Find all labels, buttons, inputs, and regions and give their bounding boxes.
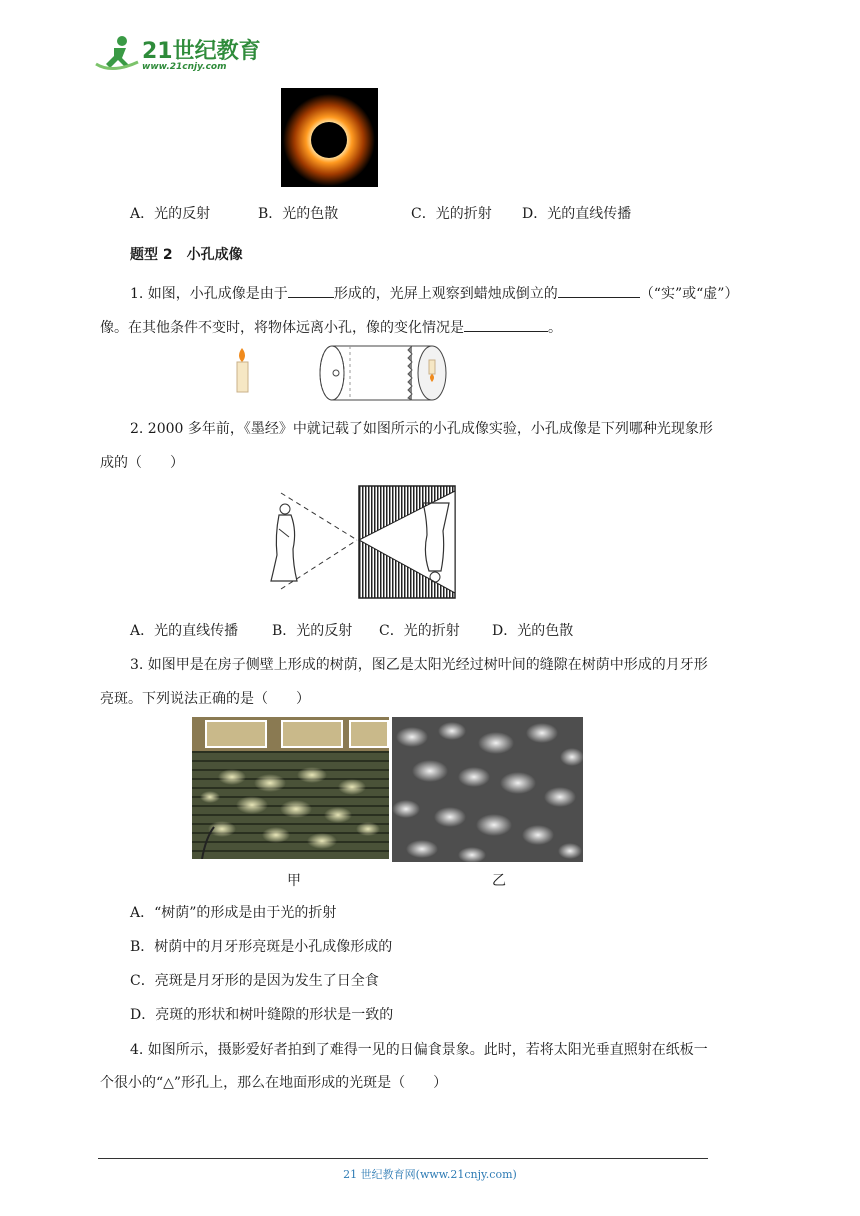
logo-url: www.21cnjy.com bbox=[142, 62, 227, 72]
q1-line2 bbox=[100, 317, 562, 337]
q1-text-1: 1. 如图，小孔成像是由于 bbox=[130, 286, 288, 302]
footer-text[interactable]: 21 世纪教育网(www.21cnjy.com) bbox=[343, 1168, 517, 1181]
pinhole-camera-figure bbox=[232, 344, 454, 402]
option-d: D．光的直线传播 bbox=[522, 206, 632, 222]
caption-jia: 甲 bbox=[287, 873, 301, 889]
q4-line2: 个很小的“△”形孔上，那么在地面形成的光斑是（ ） bbox=[100, 1075, 448, 1091]
logo-title: 21世纪教育 bbox=[142, 39, 261, 64]
caption-yi: 乙 bbox=[492, 873, 506, 889]
q1-blank-1[interactable] bbox=[288, 283, 334, 298]
q1-text-4: 像。在其他条件不变时，将物体远离小孔，像的变化情况是 bbox=[100, 320, 464, 336]
q3-option-b: B．树荫中的月牙形亮斑是小孔成像形成的 bbox=[130, 939, 393, 955]
q1-text-3: （“实”或“虚”） bbox=[639, 286, 739, 302]
q2-option-b: B．光的反射 bbox=[272, 623, 353, 639]
photo-yi bbox=[392, 717, 583, 862]
photo-jia bbox=[192, 717, 389, 859]
q3-option-d: D．亮斑的形状和树叶缝隙的形状是一致的 bbox=[130, 1007, 394, 1023]
q1-text-5: 。 bbox=[548, 320, 562, 336]
section-heading: 题型 2 小孔成像 bbox=[130, 247, 243, 263]
q2-options-row bbox=[130, 620, 573, 640]
q2-option-a: A．光的直线传播 bbox=[130, 623, 239, 639]
q3-option-c: C．亮斑是月牙形的是因为发生了日全食 bbox=[130, 973, 379, 989]
option-c: C．光的折射 bbox=[411, 206, 492, 222]
eclipse-image bbox=[281, 88, 378, 187]
q2-option-c: C．光的折射 bbox=[379, 623, 460, 639]
site-logo bbox=[92, 34, 262, 76]
option-a: A．光的反射 bbox=[130, 206, 211, 222]
q1-blank-2[interactable] bbox=[558, 283, 640, 298]
q3-line2: 亮斑。下列说法正确的是（ ） bbox=[100, 691, 310, 707]
option-b: B．光的色散 bbox=[258, 206, 339, 222]
prev-options-row bbox=[130, 203, 631, 223]
q2-option-d: D．光的色散 bbox=[492, 623, 574, 639]
q4-line1: 4. 如图所示，摄影爱好者拍到了难得一见的日偏食景象。此时，若将太阳光垂直照射在纸板一 bbox=[130, 1042, 708, 1058]
q3-option-a: A．“树荫”的形成是由于光的折射 bbox=[130, 905, 337, 921]
runner-icon bbox=[92, 34, 142, 76]
footer-rule bbox=[98, 1158, 708, 1159]
q1-blank-3[interactable] bbox=[464, 317, 548, 332]
mojing-pinhole-figure bbox=[263, 485, 458, 600]
q1-text-2: 形成的，光屏上观察到蜡烛成倒立的 bbox=[333, 286, 558, 302]
q2-line2: 成的（ ） bbox=[100, 455, 184, 471]
q1-line1 bbox=[130, 283, 738, 303]
q3-line1: 3. 如图甲是在房子侧壁上形成的树荫，图乙是太阳光经过树叶间的缝隙在树荫中形成的月牙形 bbox=[130, 657, 708, 673]
q2-line1: 2. 2000 多年前，《墨经》中就记载了如图所示的小孔成像实验，小孔成像是下列哪种光现象形 bbox=[130, 421, 713, 437]
